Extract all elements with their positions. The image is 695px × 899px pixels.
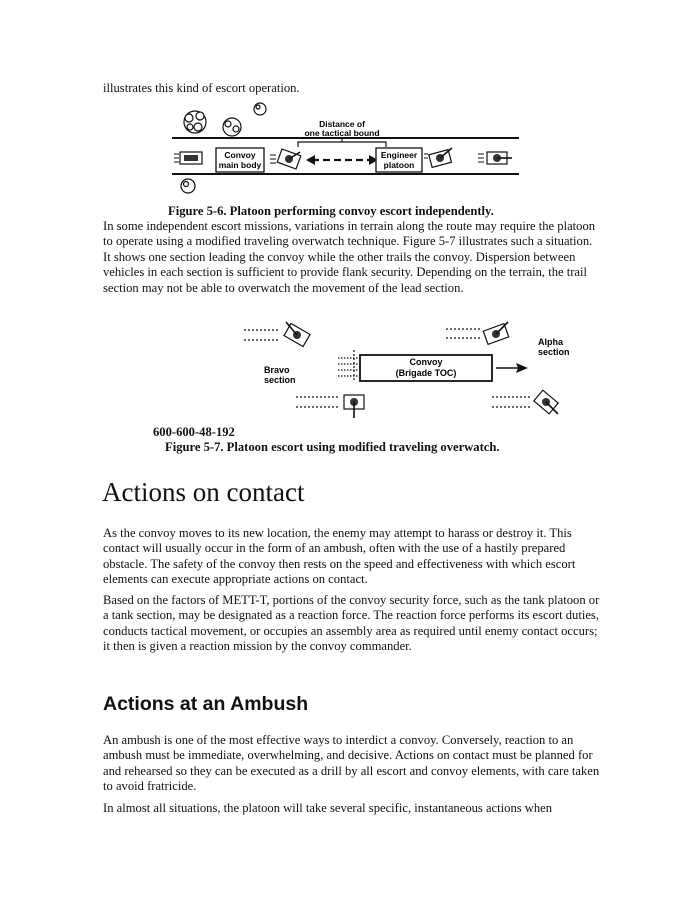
tree-icon <box>184 111 206 133</box>
bravo-label-line2: section <box>264 375 296 385</box>
figure-5-7-caption: Figure 5-7. Platoon escort using modified traveling overwatch. <box>165 440 500 454</box>
direction-arrow <box>496 363 528 373</box>
intro-line: illustrates this kind of escort operation. <box>103 81 300 95</box>
tree-icon <box>254 103 266 115</box>
paragraph-1: In some independent escort missions, variations in terrain along the route may require the platoon to operate using a modified traveling overwatch technique. Figure 5-7 illustrates such a situation. It shows one section leading the convoy while the other trails the convoy. Dispersion between vehicles in each section is sufficient to provide flank security. Depending on the terrain, the trail section may not be able to overwatch the movement of the lead section. <box>103 219 596 295</box>
distance-arrow <box>306 155 378 165</box>
distance-label-line2: one tactical bound <box>304 128 380 138</box>
tank-icon <box>492 390 558 414</box>
tank-icon <box>244 322 310 347</box>
heading-actions-on-contact: Actions on contact <box>102 477 305 507</box>
tank-icon <box>296 395 364 418</box>
convoy-label-line2: main body <box>218 160 262 170</box>
figure-5-6-diagram <box>172 102 524 198</box>
distance-bracket <box>298 139 386 147</box>
figure-5-7-id: 600-600-48-192 <box>153 425 235 439</box>
convoy-trail-marks <box>338 350 358 382</box>
engineer-label-line1: Engineer <box>380 150 418 160</box>
engineer-label-line2: platoon <box>383 160 415 170</box>
tank-icon <box>270 149 301 169</box>
paragraph-3: Based on the factors of METT-T, portions of the convoy security force, such as the tank platoon or a tank section, may be designated as a reaction force. The reaction force performs its escort duties, conducts tactical movement, or occupies an assembly area as required until enemy contact occurs; it then is given a reaction mission by the convoy commander. <box>103 593 600 654</box>
figure-5-6-caption: Figure 5-6. Platoon performing convoy escort independently. <box>168 204 494 218</box>
tree-icon <box>181 179 195 193</box>
tank-icon <box>424 148 452 167</box>
tank-icon <box>478 152 512 164</box>
paragraph-4: An ambush is one of the most effective ways to interdict a convoy. Conversely, reaction to an ambush must be immediate, overwhelming, and decisive. Actions on contact must be planned for and rehearsed so they can be executed as a drill by all escort and convoy elements, with care taken to avoid fratricide. <box>103 733 600 794</box>
figure-5-7-diagram <box>240 318 590 422</box>
distance-label-line1: Distance of <box>319 119 365 129</box>
paragraph-2: As the convoy moves to its new location, the enemy may attempt to harass or destroy it. This contact will usually occur in the form of an ambush, often with the use of a hastily prepared obstacle. The safety of the convoy then rests on the speed and effectiveness with which escort elements can execute appropriate actions on contact. <box>103 526 576 587</box>
alpha-label-line1: Alpha <box>538 337 564 347</box>
convoy-label-line2: (Brigade TOC) <box>395 368 457 378</box>
convoy-label-line1: Convoy <box>224 150 256 160</box>
paragraph-5: In almost all situations, the platoon will take several specific, instantaneous actions when <box>103 801 553 815</box>
tree-icon <box>223 118 241 136</box>
bravo-label-line1: Bravo <box>264 365 290 375</box>
alpha-label-line2: section <box>538 347 570 357</box>
heading-actions-at-ambush: Actions at an Ambush <box>103 693 309 715</box>
vehicle-icon <box>174 152 202 164</box>
tank-icon <box>446 322 509 344</box>
convoy-label-line1: Convoy <box>409 357 443 367</box>
